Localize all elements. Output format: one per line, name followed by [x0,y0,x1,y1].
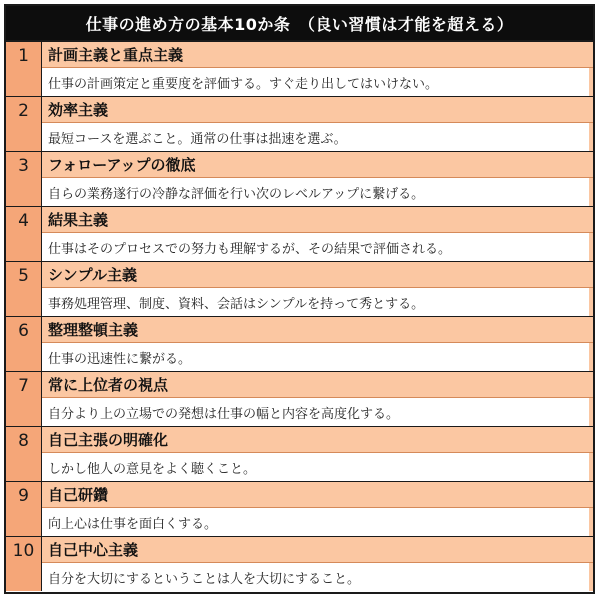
principle-body [42,427,593,481]
principle-number: 2 [6,97,42,151]
principle-heading: 計画主義と重点主義 [42,42,593,68]
principle-number: 5 [6,262,42,316]
principle-heading: フォローアップの徹底 [42,152,593,178]
principle-row [6,537,593,591]
principle-heading: 結果主義 [42,207,593,233]
principle-description: 自らの業務遂行の冷静な評価を行い次のレベルアップに繋げる。 [42,178,589,206]
principle-body [42,42,593,96]
principle-row [6,42,593,97]
principle-body [42,317,593,371]
principle-heading: 常に上位者の視点 [42,372,593,398]
principle-number: 8 [6,427,42,481]
principle-number: 7 [6,372,42,426]
principle-heading: シンプル主義 [42,262,593,288]
principle-description: 仕事はそのプロセスでの努力も理解するが、その結果で評価される。 [42,233,589,261]
principle-heading: 自己中心主義 [42,537,593,563]
principle-row [6,317,593,372]
principle-row [6,97,593,152]
principle-description: 仕事の迅速性に繋がる。 [42,343,589,371]
principle-body [42,262,593,316]
principle-body [42,372,593,426]
principle-body [42,97,593,151]
principle-heading: 自己研鑽 [42,482,593,508]
principle-number: 6 [6,317,42,371]
principle-number: 1 [6,42,42,96]
principle-description: 自分を大切にするということは人を大切にすること。 [42,563,589,591]
principle-row [6,372,593,427]
principle-heading: 効率主義 [42,97,593,123]
table-title: 仕事の進め方の基本10か条 （良い習慣は才能を超える） [6,6,593,42]
principles-list [6,42,593,591]
principle-row [6,482,593,537]
principles-table [4,4,595,594]
principle-heading: 自己主張の明確化 [42,427,593,453]
principle-description: 最短コースを選ぶこと。通常の仕事は拙速を選ぶ。 [42,123,589,151]
principle-body [42,482,593,536]
principle-row [6,427,593,482]
principle-number: 9 [6,482,42,536]
principle-description: 向上心は仕事を面白くする。 [42,508,589,536]
principle-row [6,262,593,317]
principle-number: 4 [6,207,42,261]
principle-description: 仕事の計画策定と重要度を評価する。すぐ走り出してはいけない。 [42,68,589,96]
principle-number: 3 [6,152,42,206]
principle-heading: 整理整頓主義 [42,317,593,343]
principle-number: 10 [6,537,42,591]
principle-row [6,207,593,262]
principle-body [42,207,593,261]
principle-description: 自分より上の立場での発想は仕事の幅と内容を高度化する。 [42,398,589,426]
principle-body [42,537,593,591]
principle-description: しかし他人の意見をよく聴くこと。 [42,453,589,481]
principle-body [42,152,593,206]
principle-row [6,152,593,207]
principle-description: 事務処理管理、制度、資料、会話はシンプルを持って秀とする。 [42,288,589,316]
